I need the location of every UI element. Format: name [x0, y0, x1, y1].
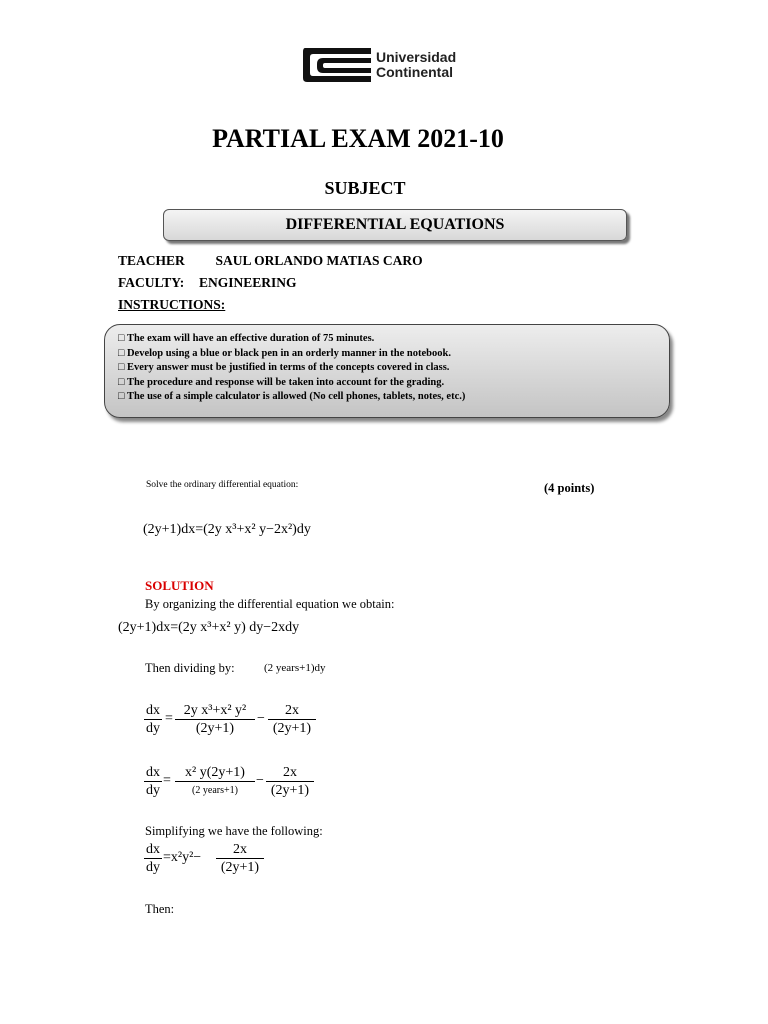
eq4-lhs — [144, 841, 162, 877]
instructions-list — [118, 332, 465, 405]
instructions-label: INSTRUCTIONS: — [118, 297, 226, 312]
eq4-mid: =x²y²− — [163, 850, 202, 865]
eq3-mid-num: x² y(2y+1) — [175, 764, 255, 782]
teacher-label: TEACHER — [118, 253, 185, 268]
eq2-rhs — [268, 702, 316, 738]
subject-label: SUBJECT — [324, 178, 406, 198]
eq2-equals: = — [165, 711, 173, 726]
eq4-rhs-num: 2x — [216, 841, 264, 859]
eq2-mid — [175, 702, 255, 738]
eq2-mid-den: (2y+1) — [195, 721, 235, 736]
eq3-rhs — [266, 764, 314, 800]
faculty-name: ENGINEERING — [199, 275, 297, 290]
eq3-rhs-num: 2x — [266, 764, 314, 782]
eq3-mid-den: (2 years+1) — [192, 785, 238, 796]
solution-step4: Then: — [145, 902, 175, 916]
solution-step3: Simplifying we have the following: — [145, 824, 323, 838]
instruction-item: □ Develop using a blue or black pen in an orderly manner in the notebook. — [118, 347, 465, 362]
solution-divisor: (2 years+1)dy — [264, 662, 326, 674]
eq3-lhs — [144, 764, 162, 800]
eq3-rhs-den: (2y+1) — [270, 783, 310, 798]
eq2-lhs-num: dx — [146, 703, 160, 718]
problem-statement: Solve the ordinary differential equation: — [146, 480, 299, 490]
solution-step2: Then dividing by: — [145, 661, 235, 675]
eq2-lhs-den: dy — [146, 721, 160, 736]
solution-eq1: (2y+1)dx=(2y x³+x² y) dy−2xdy — [118, 620, 300, 635]
eq3-lhs-den: dy — [146, 783, 160, 798]
exam-title: PARTIAL EXAM 2021-10 — [212, 124, 504, 153]
university-line1: Universidad — [376, 49, 457, 65]
university-name — [376, 50, 456, 80]
problem-equation: (2y+1)dx=(2y x³+x² y−2x²)dy — [143, 522, 311, 537]
university-line2: Continental — [376, 64, 453, 80]
eq3-mid — [175, 764, 255, 800]
solution-label: SOLUTION — [145, 578, 214, 593]
eq4-rhs-den: (2y+1) — [220, 860, 260, 875]
eq2-lhs — [144, 702, 162, 738]
instruction-item: □ The use of a simple calculator is allowed (No cell phones, tablets, notes, etc.) — [118, 390, 465, 405]
eq4-lhs-den: dy — [146, 860, 160, 875]
eq3-lhs-num: dx — [146, 765, 160, 780]
instruction-item: □ The exam will have an effective duration of 75 minutes. — [118, 332, 465, 347]
subject-name-box: DIFFERENTIAL EQUATIONS — [163, 209, 627, 241]
eq3-equals: = — [163, 773, 171, 788]
eq4-lhs-num: dx — [146, 842, 160, 857]
eq3-op: − — [256, 773, 264, 788]
faculty-label: FACULTY: — [118, 275, 185, 290]
eq2-rhs-num: 2x — [268, 702, 316, 720]
eq4-rhs — [216, 841, 264, 877]
eq2-rhs-den: (2y+1) — [272, 721, 312, 736]
eq2-op: − — [257, 711, 265, 726]
instruction-item: □ The procedure and response will be taken into account for the grading. — [118, 376, 465, 391]
faculty-row — [118, 275, 297, 291]
eq2-mid-num: 2y x³+x² y² — [175, 702, 255, 720]
teacher-name: SAUL ORLANDO MATIAS CARO — [215, 253, 423, 268]
solution-step1: By organizing the differential equation we obtain: — [145, 597, 395, 611]
teacher-row — [118, 253, 423, 269]
problem-points: (4 points) — [544, 481, 595, 495]
instruction-item: □ Every answer must be justified in terms of the concepts covered in class. — [118, 361, 465, 376]
